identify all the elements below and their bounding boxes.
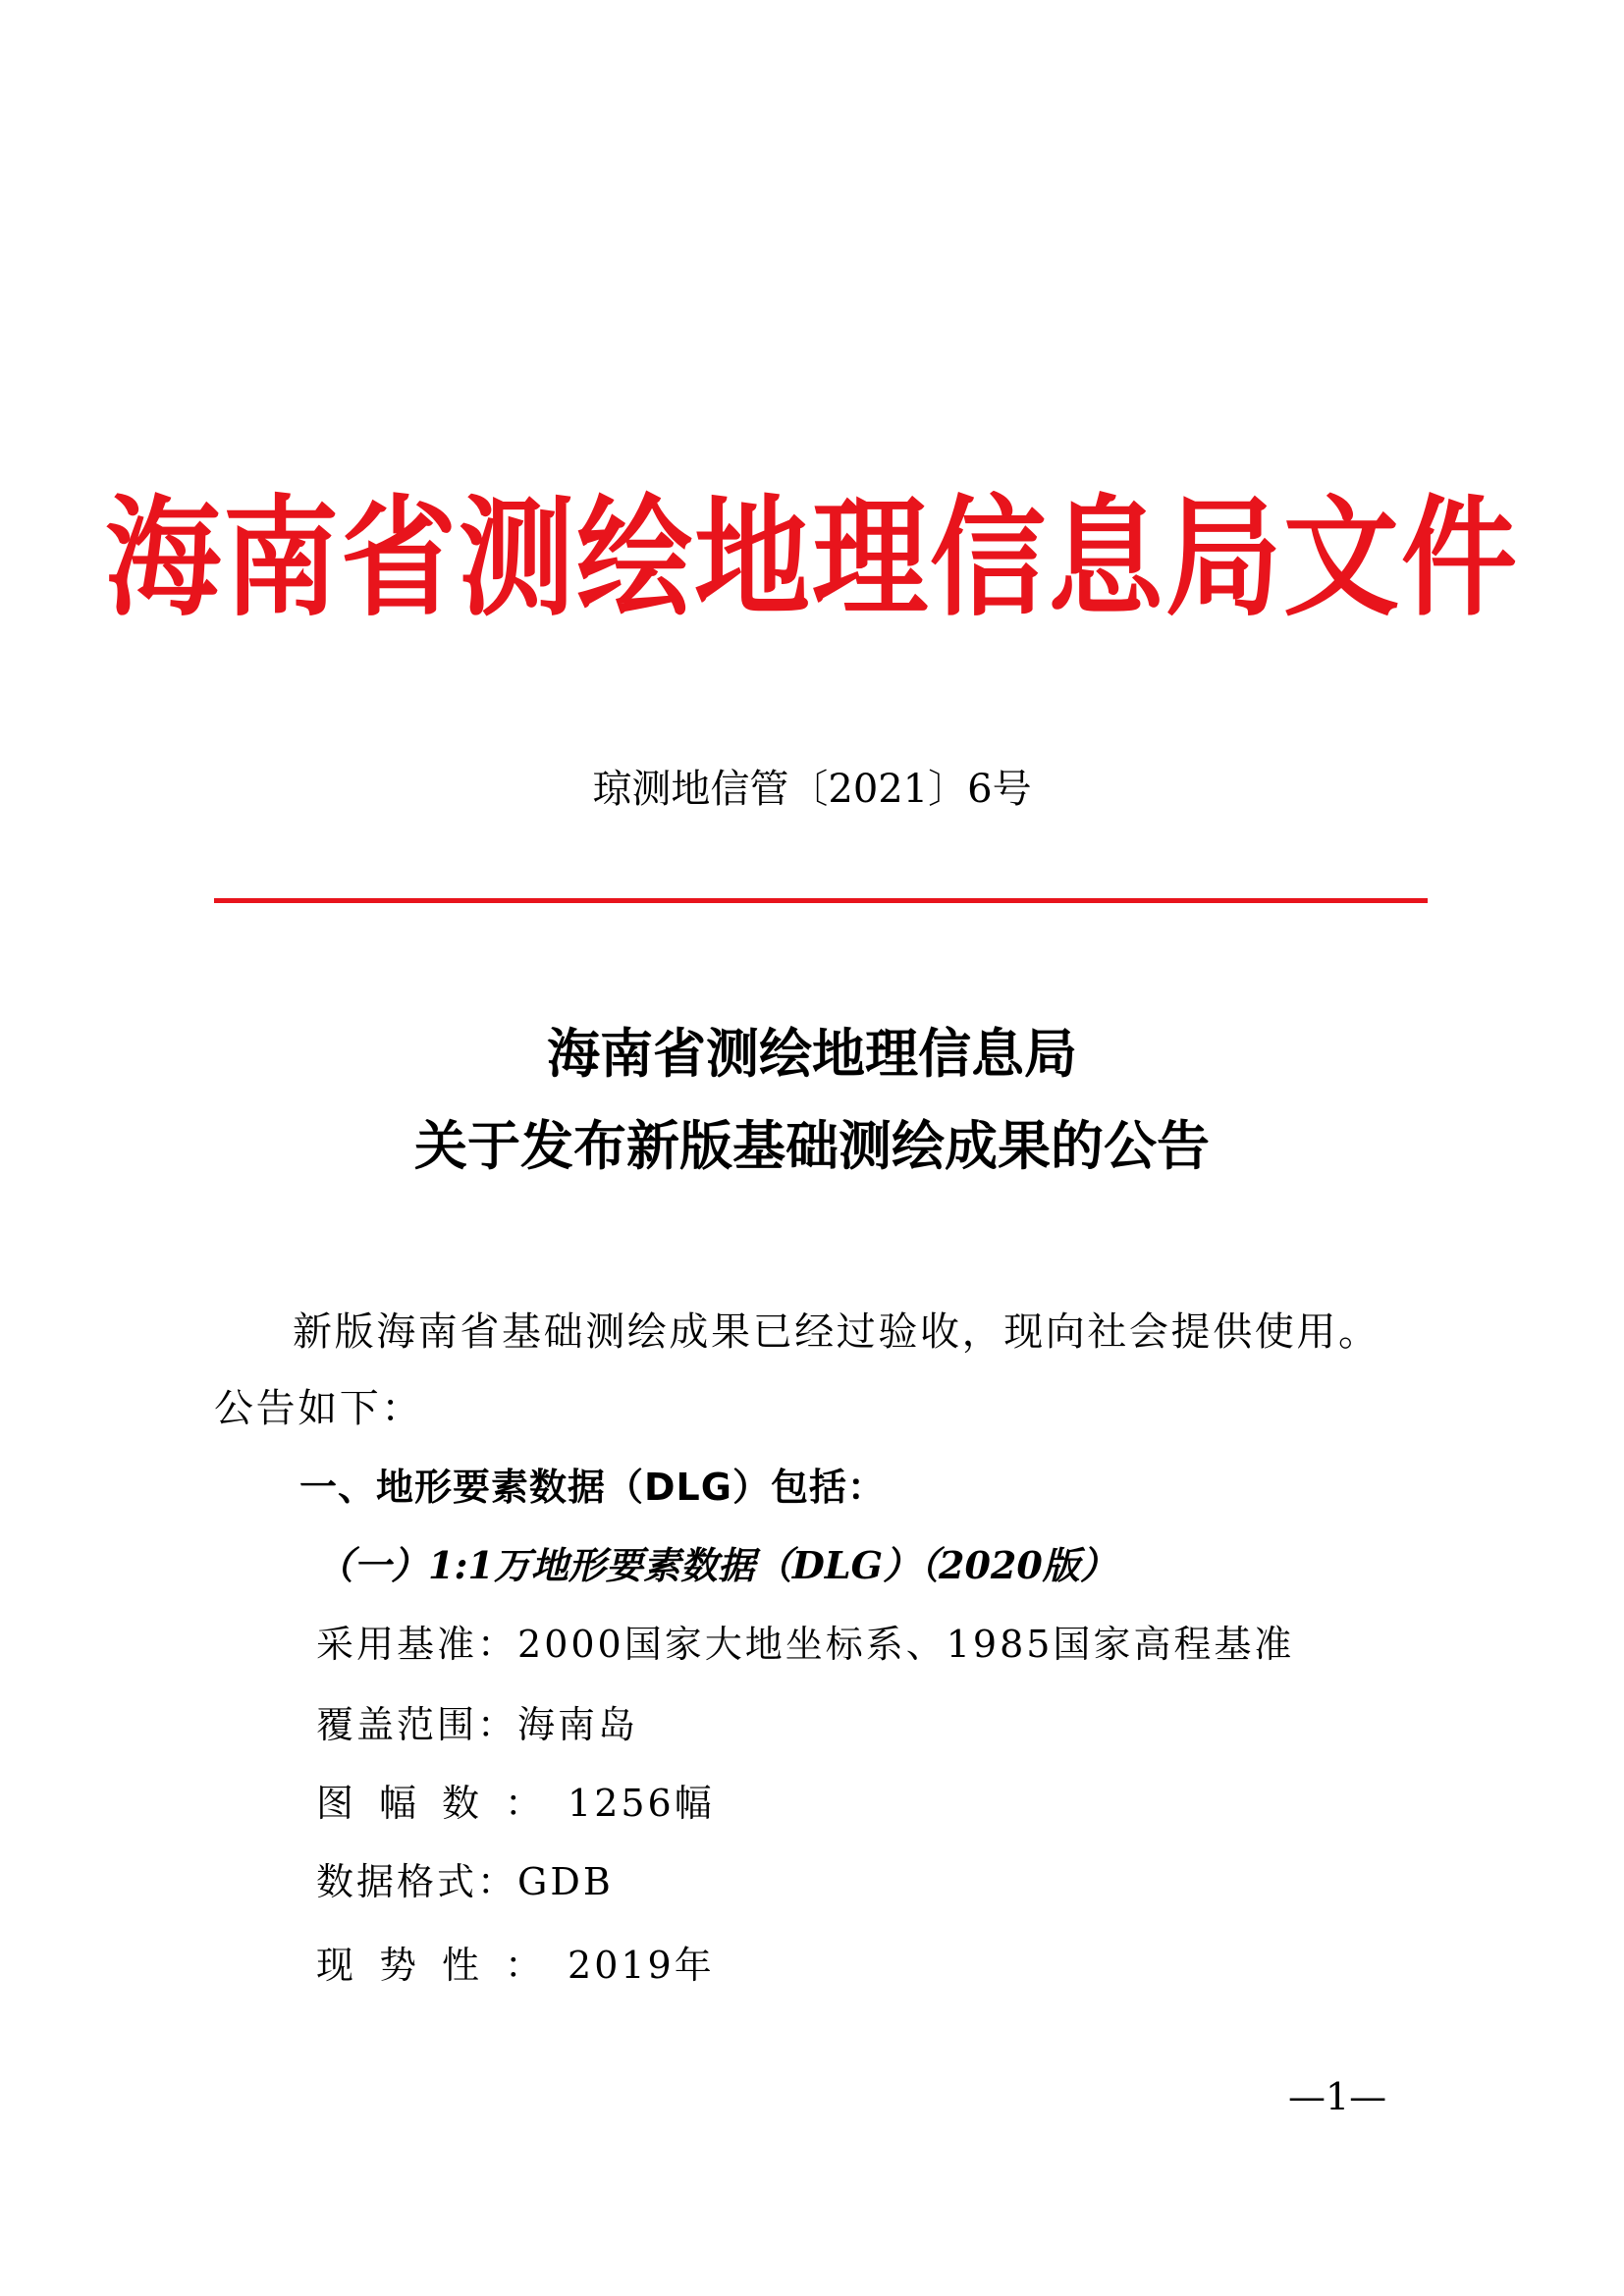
page-number: —1— xyxy=(1288,2075,1387,2118)
spec-label: 图幅数： xyxy=(316,1782,568,1825)
spec-label: 现势性： xyxy=(316,1944,568,1987)
spec-label: 采用基准： xyxy=(316,1623,518,1666)
spec-row-sheet-count xyxy=(316,1777,715,1830)
spec-value: GDB xyxy=(517,1860,614,1903)
spec-label: 覆盖范围： xyxy=(316,1703,518,1746)
spec-row-currency xyxy=(316,1939,715,1992)
spec-value: 1256幅 xyxy=(568,1782,715,1825)
spec-value: 2000国家大地坐标系、1985国家高程基准 xyxy=(517,1623,1295,1666)
intro-paragraph-line-2: 公告如下： xyxy=(214,1386,423,1431)
document-number: 琼测地信管〔2021〕6号 xyxy=(592,767,1032,812)
notice-title-line-1: 海南省测绘地理信息局 xyxy=(547,1022,1077,1085)
notice-title-line-2: 关于发布新版基础测绘成果的公告 xyxy=(414,1114,1210,1177)
spec-row-data-format xyxy=(316,1855,614,1908)
spec-value: 2019年 xyxy=(568,1944,715,1987)
subsection-heading-dlg-10k: （一）1:1万地形要素数据（DLG）（2020版） xyxy=(316,1543,1117,1587)
spec-row-coverage xyxy=(316,1698,638,1751)
issuing-authority-title: 海南省测绘地理信息局文件 xyxy=(104,482,1519,634)
spec-value: 海南岛 xyxy=(517,1703,639,1746)
intro-paragraph-line-1: 新版海南省基础测绘成果已经过验收，现向社会提供使用。 xyxy=(293,1309,1380,1355)
section-heading-dlg: 一、地形要素数据（DLG）包括： xyxy=(299,1466,886,1509)
spec-row-datum xyxy=(316,1618,1294,1671)
spec-label: 数据格式： xyxy=(316,1860,518,1903)
red-divider-line xyxy=(214,898,1428,903)
